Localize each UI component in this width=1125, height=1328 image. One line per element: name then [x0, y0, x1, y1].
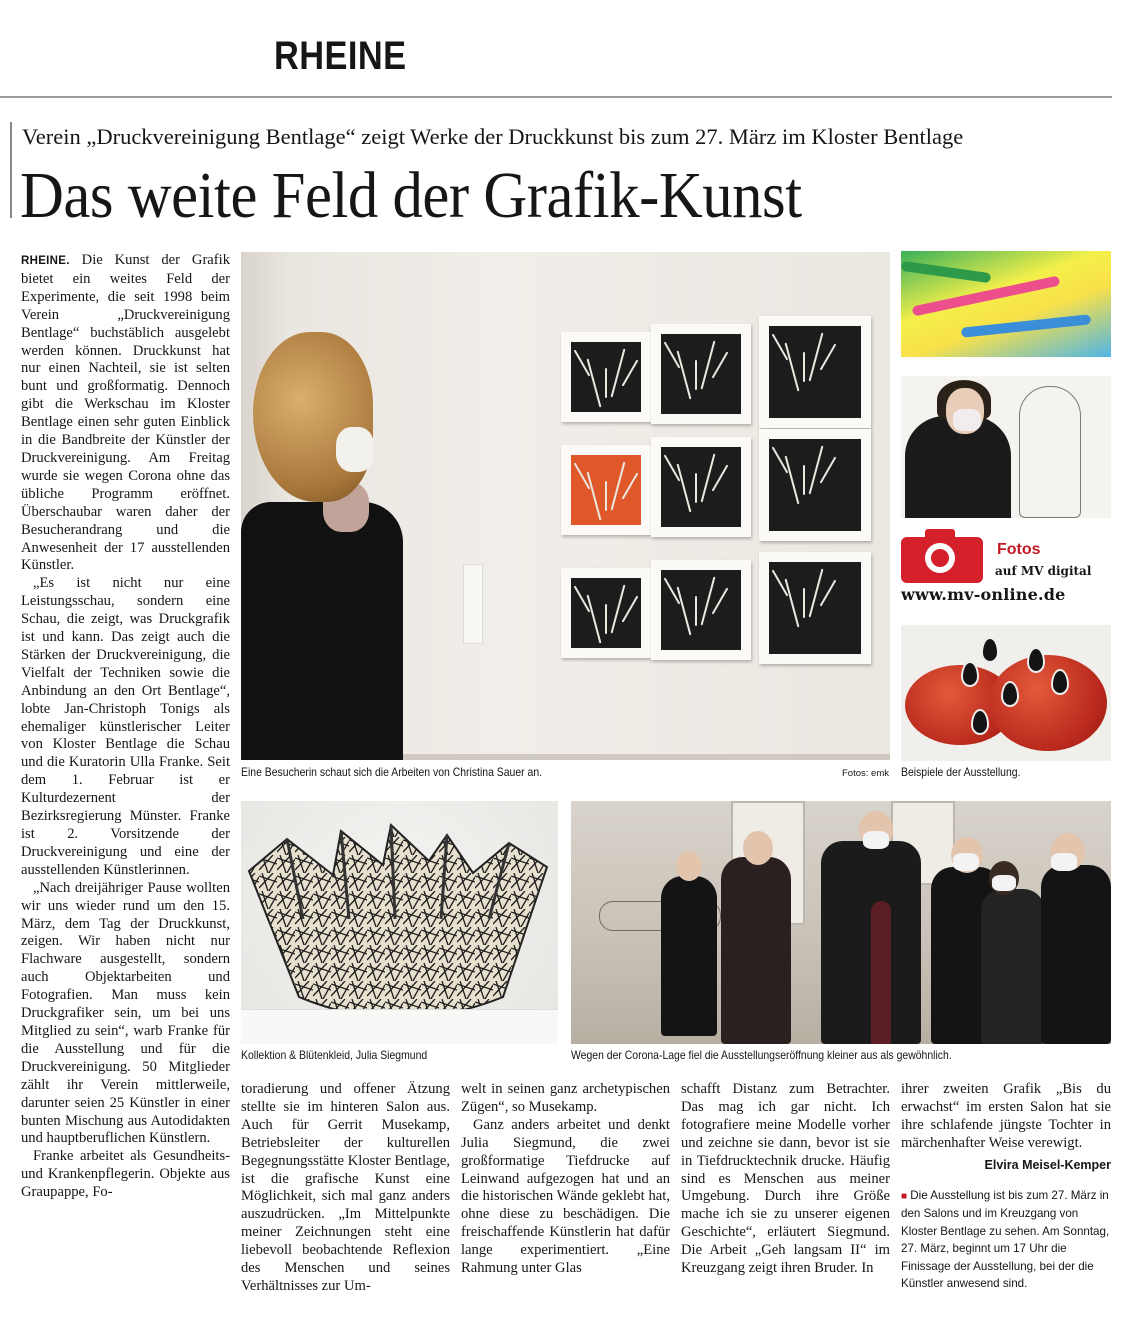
examples-caption: Beispiele der Ausstellung. [901, 766, 1021, 779]
article-column-1 [21, 252, 230, 1318]
paragraph: welt in seinen ganz archetypischen Zügen“, so Musekamp. [461, 1081, 670, 1115]
paragraph: Franke arbeitet als Gesundheits- und Krankenpflegerin. Objekte aus Graupappe, Fo- [21, 1148, 230, 1201]
example-artwork-visitor [901, 376, 1111, 518]
bowl-sculpture-photo [241, 801, 558, 1044]
example-artwork-abstract [901, 251, 1111, 357]
framed-print [561, 445, 651, 535]
article-column-3 [461, 1081, 670, 1321]
main-photo-caption: Eine Besucherin schaut sich die Arbeiten von Christina Sauer an. [241, 766, 543, 779]
author-byline: Elvira Meisel-Kemper [984, 1157, 1111, 1172]
example-artwork-red [901, 625, 1111, 761]
dateline: RHEINE. [21, 255, 70, 267]
wall-label [463, 564, 483, 644]
headline: Das weite Feld der Grafik-Kunst [20, 159, 802, 232]
paragraph: „Nach dreijähriger Pause wollten wir uns wieder rund um den 15. März, dem Tag der Druckkunst, zeigen. Wir haben nicht nur Flachware ausgestellt, sondern auch Objektarbeiten und Fotografien. Man muss kein Druckgrafiker sein, um bei uns Mitglied zu sein“, warb Franke für die Ausstellung und für die Druckvereinigung. 50 Mitglieder zählt ihr Verein mittlerweile, darunter seien 25 Künstler in einer bunten Mischung aus Autodidakten und hauptberuflichen Künstlern. [21, 879, 230, 1147]
gallery-photo [241, 252, 890, 760]
info-box [901, 1187, 1111, 1293]
bowl-sculpture-shape [241, 801, 558, 1044]
framed-print [651, 437, 751, 537]
framed-print [759, 429, 871, 541]
article-column-2 [241, 1081, 450, 1321]
paragraph: toradierung und offener Ätzung stellte sie im hinteren Salon aus. Auch für Gerrit Musekamp, Betriebsleiter der kulturellen Begegnungsstätte Kloster Bentlage, ist die grafische Kunst eine Möglichkeit, sich mal ganz anders auszudrücken. „Im Mittelpunkte meiner Zeichnungen steht eine liebevoll beobachtende Reflexion des Menschen und seines Verhältnisses zur Um- [241, 1081, 450, 1294]
camera-icon [901, 537, 983, 583]
framed-print [561, 568, 651, 658]
header-rule [0, 96, 1112, 98]
crowd-caption: Wegen der Corona-Lage fiel die Ausstellungseröffnung kleiner aus als gewöhnlich. [571, 1049, 952, 1062]
framed-print [759, 552, 871, 664]
framed-print [759, 316, 871, 428]
photo-credit: Fotos: emk [842, 768, 889, 779]
framed-print [651, 324, 751, 424]
info-text: Die Ausstellung ist bis zum 27. März in den Salons und im Kreuzgang von Kloster Bentlage zu sehen. Am Sonntag, 27. März, beginnt um 17 Uhr die Finissage der Ausstellung, bei der die Künstler anwesend sind. [901, 1188, 1110, 1291]
bullet-icon: ■ [901, 1190, 908, 1202]
kicker-rule [10, 122, 12, 218]
promo-subtitle: auf MV digital [995, 564, 1092, 578]
framed-print [651, 560, 751, 660]
visitor-figure [241, 332, 411, 760]
paragraph: ihrer zweiten Grafik „Bis du erwachst“ im ersten Salon hat sie ihre schlafende jüngste Tochter in märchenhafter Weise verewigt. [901, 1081, 1111, 1151]
section-label: RHEINE [274, 34, 407, 78]
kicker: Verein „Druckvereinigung Bentlage“ zeigt Werke der Druckkunst bis zum 27. März im Kloster Bentlage [22, 124, 964, 149]
article-column-4 [681, 1081, 890, 1321]
framed-print [561, 332, 651, 422]
bowl-caption: Kollektion & Blütenkleid, Julia Siegmund [241, 1049, 428, 1062]
opening-crowd-photo [571, 801, 1111, 1044]
paragraph: Ganz anders arbeitet und denkt Julia Siegmund, die zwei großformatige Tiefdrucke auf Leinwand aufgezogen hat und an die historischen Wände geklebt hat, ohne diese zu beschädigen. Die freischaffende Künstlerin hat dafür lange experimentiert. „Eine Rahmung unter Glas [461, 1116, 670, 1277]
paragraph: schafft Distanz zum Betrachter. Das mag ich gar nicht. Ich fotografiere meine Modelle vorher und zeichne sie dann, bevor ist sie in Tiefdrucktechnik drucke. Häufig sind es Menschen aus meiner Umgebung. Durch ihre Größe mache ich sie zu unserer eigenen Geschichte“, erläutert Siegmund. Die Arbeit „Geh langsam II“ im Kreuzgang zeigt ihren Bruder. In [681, 1081, 890, 1277]
photo-promo[interactable] [901, 537, 1111, 607]
paragraph: Die Kunst der Grafik bietet ein weites Feld der Experimente, die seit 1998 beim Verein „Druckvereinigung Bentlage“ buchstäblich ausgelebt werden können. Druckkunst hat nur einen Nachteil, sie ist selten bunt und großformatig. Dennoch gibt die Werkschau im Kloster Bentlage einen sehr guten Einblick in die Bandbreite der Künstler der Druckvereinigung. Am Freitag wurde sie wegen Corona ohne das übliche Programm eröffnet. Überschaubar waren daher der Besucherandrang und die Anwesenheit der 17 ausstellenden Künstler. [21, 252, 230, 574]
article-column-5 [901, 1081, 1111, 1321]
promo-title: Fotos [997, 541, 1041, 558]
paragraph: „Es ist nicht nur eine Leistungsschau, sondern eine Schau, die zeigt, was Druckgrafik ist und kann. Das zeigt auch die Stärken der Druckvereinigung, die Vielfalt der Techniken sowie die Anbindung an den Ort Bentlage“, lobte Jan-Christoph Tonigs als ehemaliger künstlerischer Leiter von Kloster Bentlage die Schau und die Kuratorin Ulla Franke. Seit dem 1. Februar ist er Kulturdezernent der Bezirksregierung Münster. Franke ist 2. Vorsitzende der Druckvereinigung und eine der ausstellenden Künstlerinnen. [21, 575, 230, 878]
promo-url-link[interactable]: www.mv-online.de [901, 585, 1066, 604]
